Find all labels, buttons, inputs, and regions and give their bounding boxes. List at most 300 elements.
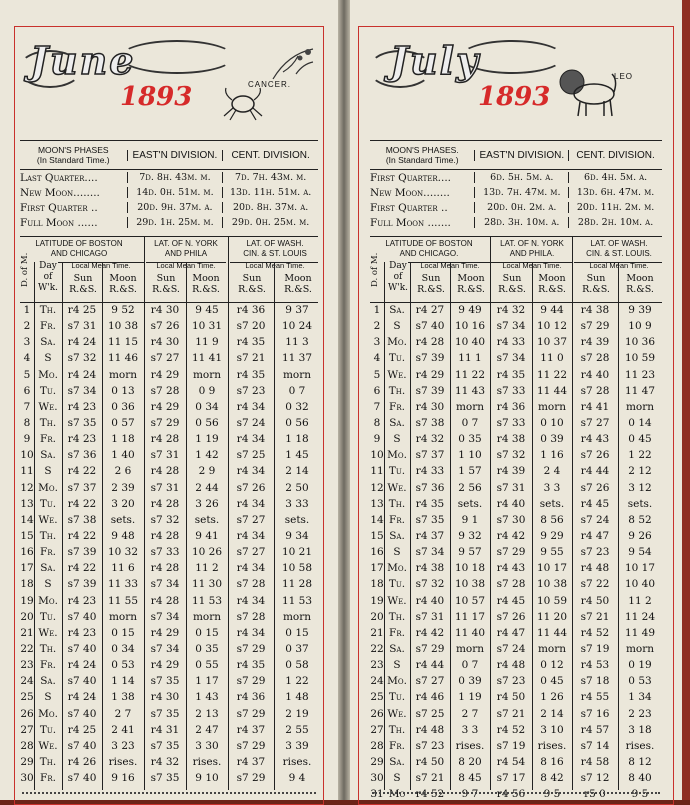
- sun-rise-set-header: Sun R.&S.: [69, 273, 97, 295]
- moon-washington-cell: sets.: [284, 513, 310, 526]
- table-row: [370, 447, 662, 463]
- sun-washington-cell: s7 27: [580, 416, 610, 429]
- sun-washington-cell: s7 14: [580, 739, 610, 752]
- moon-phase-name: Full Moon ......: [20, 216, 98, 229]
- book-cover-edge: [682, 0, 690, 800]
- day-of-week-cell: Tu.: [388, 465, 406, 478]
- moon-phase-central-time: 13d. 6h. 47m. m.: [568, 187, 662, 198]
- moon-washington-cell: 10 58: [281, 562, 313, 575]
- moon-boston-cell: 10 16: [454, 320, 486, 333]
- moon-new-york-cell: 11 2: [195, 562, 219, 575]
- moon-boston-cell: 11 33: [107, 578, 139, 591]
- sun-new-york-cell: s7 30: [496, 513, 526, 526]
- day-of-week-cell: Th.: [39, 642, 57, 655]
- day-of-week-cell: Fr.: [40, 772, 56, 785]
- sun-rise-set-header: Sun R.&S.: [238, 273, 266, 295]
- table-row: [20, 593, 318, 609]
- sun-boston-cell: r4 25: [67, 304, 97, 316]
- day-of-week-cell: Tu.: [388, 578, 406, 591]
- sun-washington-cell: r4 41: [580, 400, 610, 413]
- day-of-month-cell: 22: [370, 642, 384, 655]
- month-title: July: [390, 38, 481, 83]
- day-of-month-cell: 3: [373, 336, 381, 349]
- sun-washington-cell: r4 34: [236, 529, 266, 542]
- sun-washington-cell: r4 55: [580, 691, 610, 704]
- moon-washington-cell: 0 15: [285, 626, 309, 639]
- moon-new-york-cell: morn: [192, 610, 222, 623]
- sun-rise-set-header: Sun R.&S.: [498, 273, 526, 295]
- table-row: [20, 770, 318, 786]
- moon-new-york-cell: 9 41: [195, 529, 219, 542]
- moon-boston-cell: rises.: [455, 739, 485, 752]
- day-of-week-cell: Mo.: [387, 336, 407, 349]
- moon-washington-cell: rises.: [625, 739, 655, 752]
- moon-boston-cell: 1 40: [111, 449, 135, 462]
- day-of-week-cell: S: [44, 465, 52, 478]
- moon-new-york-cell: 2 13: [195, 707, 219, 720]
- moon-boston-cell: 0 57: [111, 416, 135, 429]
- sun-boston-cell: r4 24: [67, 336, 97, 349]
- moon-new-york-cell: rises.: [537, 739, 567, 752]
- table-row: [20, 496, 318, 512]
- moon-phase-row: [20, 185, 318, 200]
- moon-washington-cell: 10 9: [628, 320, 652, 333]
- day-of-week-cell: Fr.: [389, 513, 405, 526]
- sun-new-york-cell: s7 29: [150, 416, 180, 429]
- table-row: [20, 673, 318, 689]
- zodiac-sign-label: LEO: [614, 72, 634, 81]
- day-of-week-cell: We.: [387, 368, 407, 381]
- moon-washington-cell: 8 40: [628, 772, 652, 785]
- day-of-week-cell: Th.: [39, 529, 57, 542]
- sun-new-york-cell: r4 54: [496, 755, 526, 768]
- sun-boston-cell: s7 32: [67, 352, 97, 365]
- sun-new-york-cell: s7 35: [150, 707, 180, 720]
- sun-washington-cell: s7 28: [236, 578, 266, 591]
- sun-boston-cell: s7 23: [415, 739, 445, 752]
- sun-new-york-cell: s7 17: [496, 772, 526, 785]
- moon-washington-cell: 3 39: [285, 739, 309, 752]
- sun-washington-cell: s7 19: [580, 642, 610, 655]
- sun-new-york-cell: s7 34: [150, 578, 180, 591]
- moon-boston-cell: 9 7: [461, 788, 479, 801]
- sun-new-york-cell: r4 47: [496, 626, 526, 639]
- moon-boston-cell: 0 7: [461, 659, 479, 672]
- sun-boston-cell: s7 39: [67, 578, 97, 591]
- sun-boston-cell: r4 23: [67, 400, 97, 413]
- sun-washington-cell: r4 37: [236, 755, 266, 768]
- moon-new-york-cell: 9 44: [540, 304, 564, 316]
- moon-new-york-cell: 2 14: [540, 707, 564, 720]
- sun-boston-cell: s7 31: [67, 320, 97, 333]
- sun-boston-cell: r4 22: [67, 529, 97, 542]
- sun-boston-cell: s7 40: [67, 707, 97, 720]
- sun-washington-cell: s7 21: [580, 610, 610, 623]
- moon-phase-east-time: 13d. 7h. 47m. m.: [474, 187, 568, 198]
- moon-new-york-cell: 1 43: [195, 691, 219, 704]
- day-of-month-cell: 18: [370, 578, 384, 591]
- moon-boston-cell: morn: [455, 400, 485, 413]
- day-of-week-cell: S: [393, 320, 401, 333]
- day-of-week-cell: Th.: [388, 384, 406, 397]
- day-of-week-cell: Mo.: [387, 449, 407, 462]
- sun-boston-cell: s7 37: [415, 449, 445, 462]
- table-row: [370, 528, 662, 544]
- sun-boston-cell: s7 38: [67, 513, 97, 526]
- rule-line: [58, 262, 144, 263]
- moon-phase-east-time: 20d. 9h. 37m. a.: [127, 202, 223, 213]
- moon-boston-cell: 0 36: [111, 400, 135, 413]
- moon-new-york-cell: 11 22: [536, 368, 568, 381]
- sun-new-york-cell: r4 28: [150, 529, 180, 542]
- day-of-week-cell: Fr.: [40, 320, 56, 333]
- table-row: [20, 560, 318, 576]
- moon-phases-rows: [370, 170, 662, 230]
- moon-washington-cell: 0 19: [628, 659, 652, 672]
- sun-new-york-cell: s7 35: [150, 772, 180, 785]
- day-of-month-cell: 10: [370, 449, 384, 462]
- sun-boston-cell: s7 36: [415, 481, 445, 494]
- sun-washington-cell: s7 29: [236, 772, 266, 785]
- sun-washington-cell: r4 34: [236, 465, 266, 478]
- moon-washington-cell: 10 21: [281, 546, 313, 559]
- sun-boston-cell: r4 35: [415, 497, 445, 510]
- table-row: [20, 350, 318, 366]
- sun-boston-cell: r4 37: [415, 529, 445, 542]
- central-division-header: CENT. DIVISION.: [222, 150, 318, 161]
- sun-new-york-cell: r4 36: [496, 400, 526, 413]
- day-of-week-cell: Mo.: [387, 675, 407, 688]
- sun-washington-cell: r4 36: [236, 691, 266, 704]
- day-of-month-cell: 9: [23, 433, 31, 446]
- sun-new-york-cell: s7 21: [496, 707, 526, 720]
- day-of-week-cell: Tu.: [39, 384, 57, 397]
- moon-new-york-cell: 11 41: [191, 352, 223, 365]
- sun-new-york-cell: r4 32: [150, 755, 180, 768]
- moon-rise-set-header: Moon R.&S.: [284, 273, 312, 295]
- table-row: [20, 576, 318, 592]
- sun-washington-cell: s7 24: [236, 416, 266, 429]
- sun-washington-cell: r5 0: [584, 788, 606, 801]
- moon-new-york-cell: 9 55: [540, 546, 564, 559]
- sun-boston-cell: s7 39: [415, 384, 445, 397]
- day-of-week-cell: Sa.: [40, 562, 56, 575]
- sun-washington-cell: s7 27: [236, 546, 266, 559]
- table-row: [20, 463, 318, 479]
- moon-boston-cell: 0 53: [111, 659, 135, 672]
- sun-new-york-cell: s7 34: [496, 352, 526, 365]
- moon-new-york-cell: rises.: [192, 755, 222, 768]
- latitude-washington-label: LAT. OF WASH. CIN. & ST. LOUIS: [243, 239, 307, 258]
- moon-boston-cell: 0 7: [461, 416, 479, 429]
- sun-boston-cell: r4 33: [415, 465, 445, 478]
- sun-new-york-cell: s7 31: [150, 481, 180, 494]
- moon-boston-cell: 1 57: [458, 465, 482, 478]
- moon-boston-cell: 10 38: [107, 320, 139, 333]
- moon-new-york-cell: 0 15: [195, 626, 219, 639]
- lion-icon: [556, 66, 618, 118]
- day-of-week-header: Day of W'k.: [37, 261, 59, 293]
- moon-boston-cell: 0 34: [111, 642, 135, 655]
- moon-new-york-cell: 1 16: [540, 449, 564, 462]
- table-row: [370, 625, 662, 641]
- sun-boston-cell: r4 46: [415, 691, 445, 704]
- moon-washington-cell: 2 14: [285, 465, 309, 478]
- moon-boston-cell: rises.: [108, 755, 138, 768]
- moon-washington-cell: morn: [625, 400, 655, 413]
- sun-new-york-cell: r4 40: [496, 497, 526, 510]
- eastern-division-header: EAST'N DIVISION.: [127, 150, 223, 161]
- sun-washington-cell: r4 52: [580, 626, 610, 639]
- moon-new-york-cell: 9 45: [195, 304, 219, 316]
- moon-washington-cell: 3 33: [285, 497, 309, 510]
- moon-boston-cell: 11 17: [454, 610, 486, 623]
- sun-boston-cell: s7 40: [67, 772, 97, 785]
- sun-new-york-cell: s7 34: [496, 320, 526, 333]
- day-of-month-cell: 24: [370, 675, 384, 688]
- moon-boston-cell: 9 48: [111, 529, 135, 542]
- moon-washington-cell: 1 22: [285, 675, 309, 688]
- day-of-week-cell: We.: [387, 481, 407, 494]
- sun-washington-cell: s7 29: [236, 675, 266, 688]
- moon-new-york-cell: 11 53: [191, 594, 223, 607]
- sun-boston-cell: r4 42: [415, 626, 445, 639]
- day-of-week-cell: Fr.: [40, 546, 56, 559]
- moon-phases-title: MOON'S PHASES (In Standard Time.): [36, 145, 110, 165]
- day-of-month-cell: 27: [370, 723, 384, 736]
- moon-phase-row: [370, 200, 662, 215]
- moon-new-york-cell: 11 30: [191, 578, 223, 591]
- moon-boston-cell: 10 32: [107, 546, 139, 559]
- day-of-week-cell: Th.: [39, 416, 57, 429]
- sun-boston-cell: s7 40: [415, 320, 445, 333]
- day-of-week-cell: We.: [387, 594, 407, 607]
- day-of-week-cell: Th.: [388, 497, 406, 510]
- sun-boston-cell: r4 27: [415, 304, 445, 316]
- sun-boston-cell: s7 35: [415, 513, 445, 526]
- local-mean-time-label: Local Mean Time.: [589, 261, 649, 270]
- day-of-week-cell: Mo: [388, 788, 406, 801]
- sun-washington-cell: r4 37: [236, 723, 266, 736]
- sun-new-york-cell: r4 31: [150, 723, 180, 736]
- day-of-month-cell: 17: [20, 562, 34, 575]
- day-of-week-cell: Th.: [388, 723, 406, 736]
- sun-washington-cell: s7 16: [580, 707, 610, 720]
- moon-new-york-cell: 8 16: [540, 755, 564, 768]
- sun-boston-cell: r4 32: [415, 433, 445, 446]
- foliage-ornament-icon: [268, 44, 318, 84]
- day-of-month-header: D. of M.: [370, 252, 380, 288]
- moon-rise-set-header: Moon R.&S.: [457, 273, 485, 295]
- sun-rise-set-header: Sun R.&S.: [417, 273, 445, 295]
- moon-new-york-cell: 9 5: [543, 788, 561, 801]
- moon-new-york-cell: 10 17: [536, 562, 568, 575]
- day-of-week-cell: Th.: [39, 304, 57, 316]
- table-row: [20, 302, 318, 318]
- sun-washington-cell: r4 35: [236, 368, 266, 381]
- day-of-week-cell: Sa.: [40, 336, 56, 349]
- moon-new-york-cell: 10 37: [536, 336, 568, 349]
- moon-washington-cell: 10 17: [624, 562, 656, 575]
- sun-new-york-cell: r4 28: [150, 497, 180, 510]
- sun-washington-cell: r4 53: [580, 659, 610, 672]
- moon-new-york-cell: 10 38: [536, 578, 568, 591]
- moon-new-york-cell: 8 56: [540, 513, 564, 526]
- moon-boston-cell: morn: [108, 368, 138, 381]
- sun-boston-cell: r4 30: [415, 400, 445, 413]
- moon-boston-cell: 11 43: [454, 384, 486, 397]
- sun-washington-cell: s7 24: [580, 513, 610, 526]
- moon-phase-name: New Moon........: [370, 186, 450, 199]
- moon-boston-cell: 2 6: [114, 465, 132, 478]
- daily-table: [370, 302, 662, 802]
- moon-new-york-cell: 2 47: [195, 723, 219, 736]
- day-of-week-cell: S: [393, 772, 401, 785]
- moon-phase-name: Full Moon .......: [370, 216, 451, 229]
- moon-new-york-cell: 11 44: [536, 626, 568, 639]
- day-of-week-cell: Fr.: [40, 433, 56, 446]
- sun-washington-cell: s7 25: [236, 449, 266, 462]
- table-row: [20, 447, 318, 463]
- moon-boston-cell: 9 1: [461, 513, 479, 526]
- eastern-division-header: EAST'N DIVISION.: [474, 150, 568, 161]
- daily-table: [20, 302, 318, 786]
- sun-washington-cell: s7 26: [236, 481, 266, 494]
- day-of-week-cell: Sa.: [40, 449, 56, 462]
- day-of-week-cell: Mo.: [38, 368, 58, 381]
- moon-new-york-cell: 10 12: [536, 320, 568, 333]
- moon-boston-cell: 0 39: [458, 675, 482, 688]
- day-of-month-header: D. of M.: [20, 252, 30, 288]
- moon-washington-cell: 8 12: [628, 755, 652, 768]
- sun-rise-set-header: Sun R.&S.: [582, 273, 610, 295]
- day-of-month-cell: 8: [23, 416, 31, 429]
- sun-washington-cell: r4 47: [580, 529, 610, 542]
- sun-boston-cell: s7 34: [67, 384, 97, 397]
- moon-new-york-cell: morn: [192, 368, 222, 381]
- moon-boston-cell: 10 38: [454, 578, 486, 591]
- moon-new-york-cell: morn: [537, 642, 567, 655]
- moon-rise-set-header: Moon R.&S.: [109, 273, 137, 295]
- sun-new-york-cell: s7 33: [496, 416, 526, 429]
- local-mean-time-label: Local Mean Time.: [245, 261, 305, 270]
- day-of-week-cell: Tu.: [388, 352, 406, 365]
- moon-washington-cell: 9 37: [285, 304, 309, 316]
- sun-new-york-cell: r4 29: [150, 368, 180, 381]
- day-of-month-cell: 30: [370, 772, 384, 785]
- sun-rise-set-header: Sun R.&S.: [152, 273, 180, 295]
- table-row: [370, 480, 662, 496]
- sun-new-york-cell: r4 28: [150, 562, 180, 575]
- sun-washington-cell: s7 20: [236, 320, 266, 333]
- latitude-boston-label: LATITUDE OF BOSTON AND CHICAGO.: [385, 239, 473, 258]
- sun-boston-cell: r4 24: [67, 659, 97, 672]
- moon-boston-cell: 2 56: [458, 481, 482, 494]
- moon-washington-cell: rises.: [282, 755, 312, 768]
- sun-new-york-cell: r4 43: [496, 562, 526, 575]
- table-row: [370, 496, 662, 512]
- moon-new-york-cell: 11 9: [195, 336, 219, 349]
- sun-new-york-cell: r4 30: [150, 691, 180, 704]
- moon-washington-cell: 8 52: [628, 513, 652, 526]
- moon-new-york-cell: 2 9: [198, 465, 216, 478]
- moon-washington-cell: 11 23: [624, 368, 656, 381]
- sun-boston-cell: r4 44: [415, 659, 445, 672]
- moon-phases-table: [370, 140, 662, 235]
- moon-washington-cell: 11 24: [624, 610, 656, 623]
- moon-boston-cell: 11 55: [107, 594, 139, 607]
- table-row: [370, 334, 662, 350]
- day-of-week-cell: Tu.: [39, 723, 57, 736]
- day-of-week-cell: Fr.: [389, 626, 405, 639]
- day-of-month-cell: 7: [23, 400, 31, 413]
- moon-new-york-cell: 11 44: [536, 384, 568, 397]
- moon-washington-cell: 3 18: [628, 723, 652, 736]
- table-row: [20, 367, 318, 383]
- moon-phase-east-time: 14d. 0h. 51m. m.: [127, 187, 223, 198]
- moon-washington-cell: 0 53: [628, 675, 652, 688]
- sun-washington-cell: r4 35: [236, 659, 266, 672]
- local-mean-time-label: Local Mean Time.: [502, 261, 562, 270]
- day-of-week-cell: Fr.: [40, 659, 56, 672]
- sun-washington-cell: r4 58: [580, 755, 610, 768]
- sun-washington-cell: s7 22: [580, 578, 610, 591]
- sun-new-york-cell: r4 29: [150, 626, 180, 639]
- sun-washington-cell: s7 29: [236, 739, 266, 752]
- moon-boston-cell: 10 40: [454, 336, 486, 349]
- day-of-week-cell: Th.: [39, 755, 57, 768]
- moon-washington-cell: 11 28: [281, 578, 313, 591]
- table-row: [20, 528, 318, 544]
- moon-phase-east-time: 29d. 1h. 25m. m.: [127, 217, 223, 228]
- moon-boston-cell: 11 46: [107, 352, 139, 365]
- month-header: [0, 0, 338, 112]
- table-row: [370, 350, 662, 366]
- moon-new-york-cell: 1 42: [195, 449, 219, 462]
- moon-phase-central-time: 13d. 11h. 51m. a.: [222, 187, 318, 198]
- sun-new-york-cell: s7 28: [496, 578, 526, 591]
- sun-boston-cell: r4 52: [415, 788, 445, 801]
- moon-washington-cell: 1 34: [628, 691, 652, 704]
- moon-boston-cell: 9 57: [458, 546, 482, 559]
- moon-new-york-cell: 10 59: [536, 594, 568, 607]
- day-of-week-cell: Mo.: [38, 481, 58, 494]
- day-of-month-cell: 12: [20, 481, 34, 494]
- sun-washington-cell: r4 34: [236, 626, 266, 639]
- moon-phase-east-time: 20d. 0h. 2m. a.: [474, 202, 568, 213]
- day-of-week-cell: Sa.: [389, 304, 405, 316]
- table-row: [370, 641, 662, 657]
- sun-washington-cell: s7 28: [236, 610, 266, 623]
- moon-washington-cell: 11 53: [281, 594, 313, 607]
- local-mean-time-label: Local Mean Time.: [420, 261, 480, 270]
- sun-new-york-cell: r4 42: [496, 529, 526, 542]
- sun-washington-cell: r4 50: [580, 594, 610, 607]
- table-row: [370, 706, 662, 722]
- moon-boston-cell: 1 38: [111, 691, 135, 704]
- day-of-week-cell: Sa.: [389, 529, 405, 542]
- latitude-boston-label: LATITUDE OF BOSTON AND CHICAGO: [35, 239, 123, 258]
- sun-new-york-cell: s7 33: [496, 384, 526, 397]
- moon-boston-cell: 2 39: [111, 481, 135, 494]
- day-of-month-cell: 17: [370, 562, 384, 575]
- moon-phase-east-time: 7d. 8h. 43m. m.: [127, 172, 223, 183]
- zodiac-sign-label: CANCER.: [248, 80, 292, 89]
- moon-phase-east-time: 6d. 5h. 5m. a.: [474, 172, 568, 183]
- moon-rise-set-header: Moon R.&S.: [626, 273, 654, 295]
- moon-new-york-cell: 0 10: [540, 416, 564, 429]
- sun-boston-cell: r4 29: [415, 368, 445, 381]
